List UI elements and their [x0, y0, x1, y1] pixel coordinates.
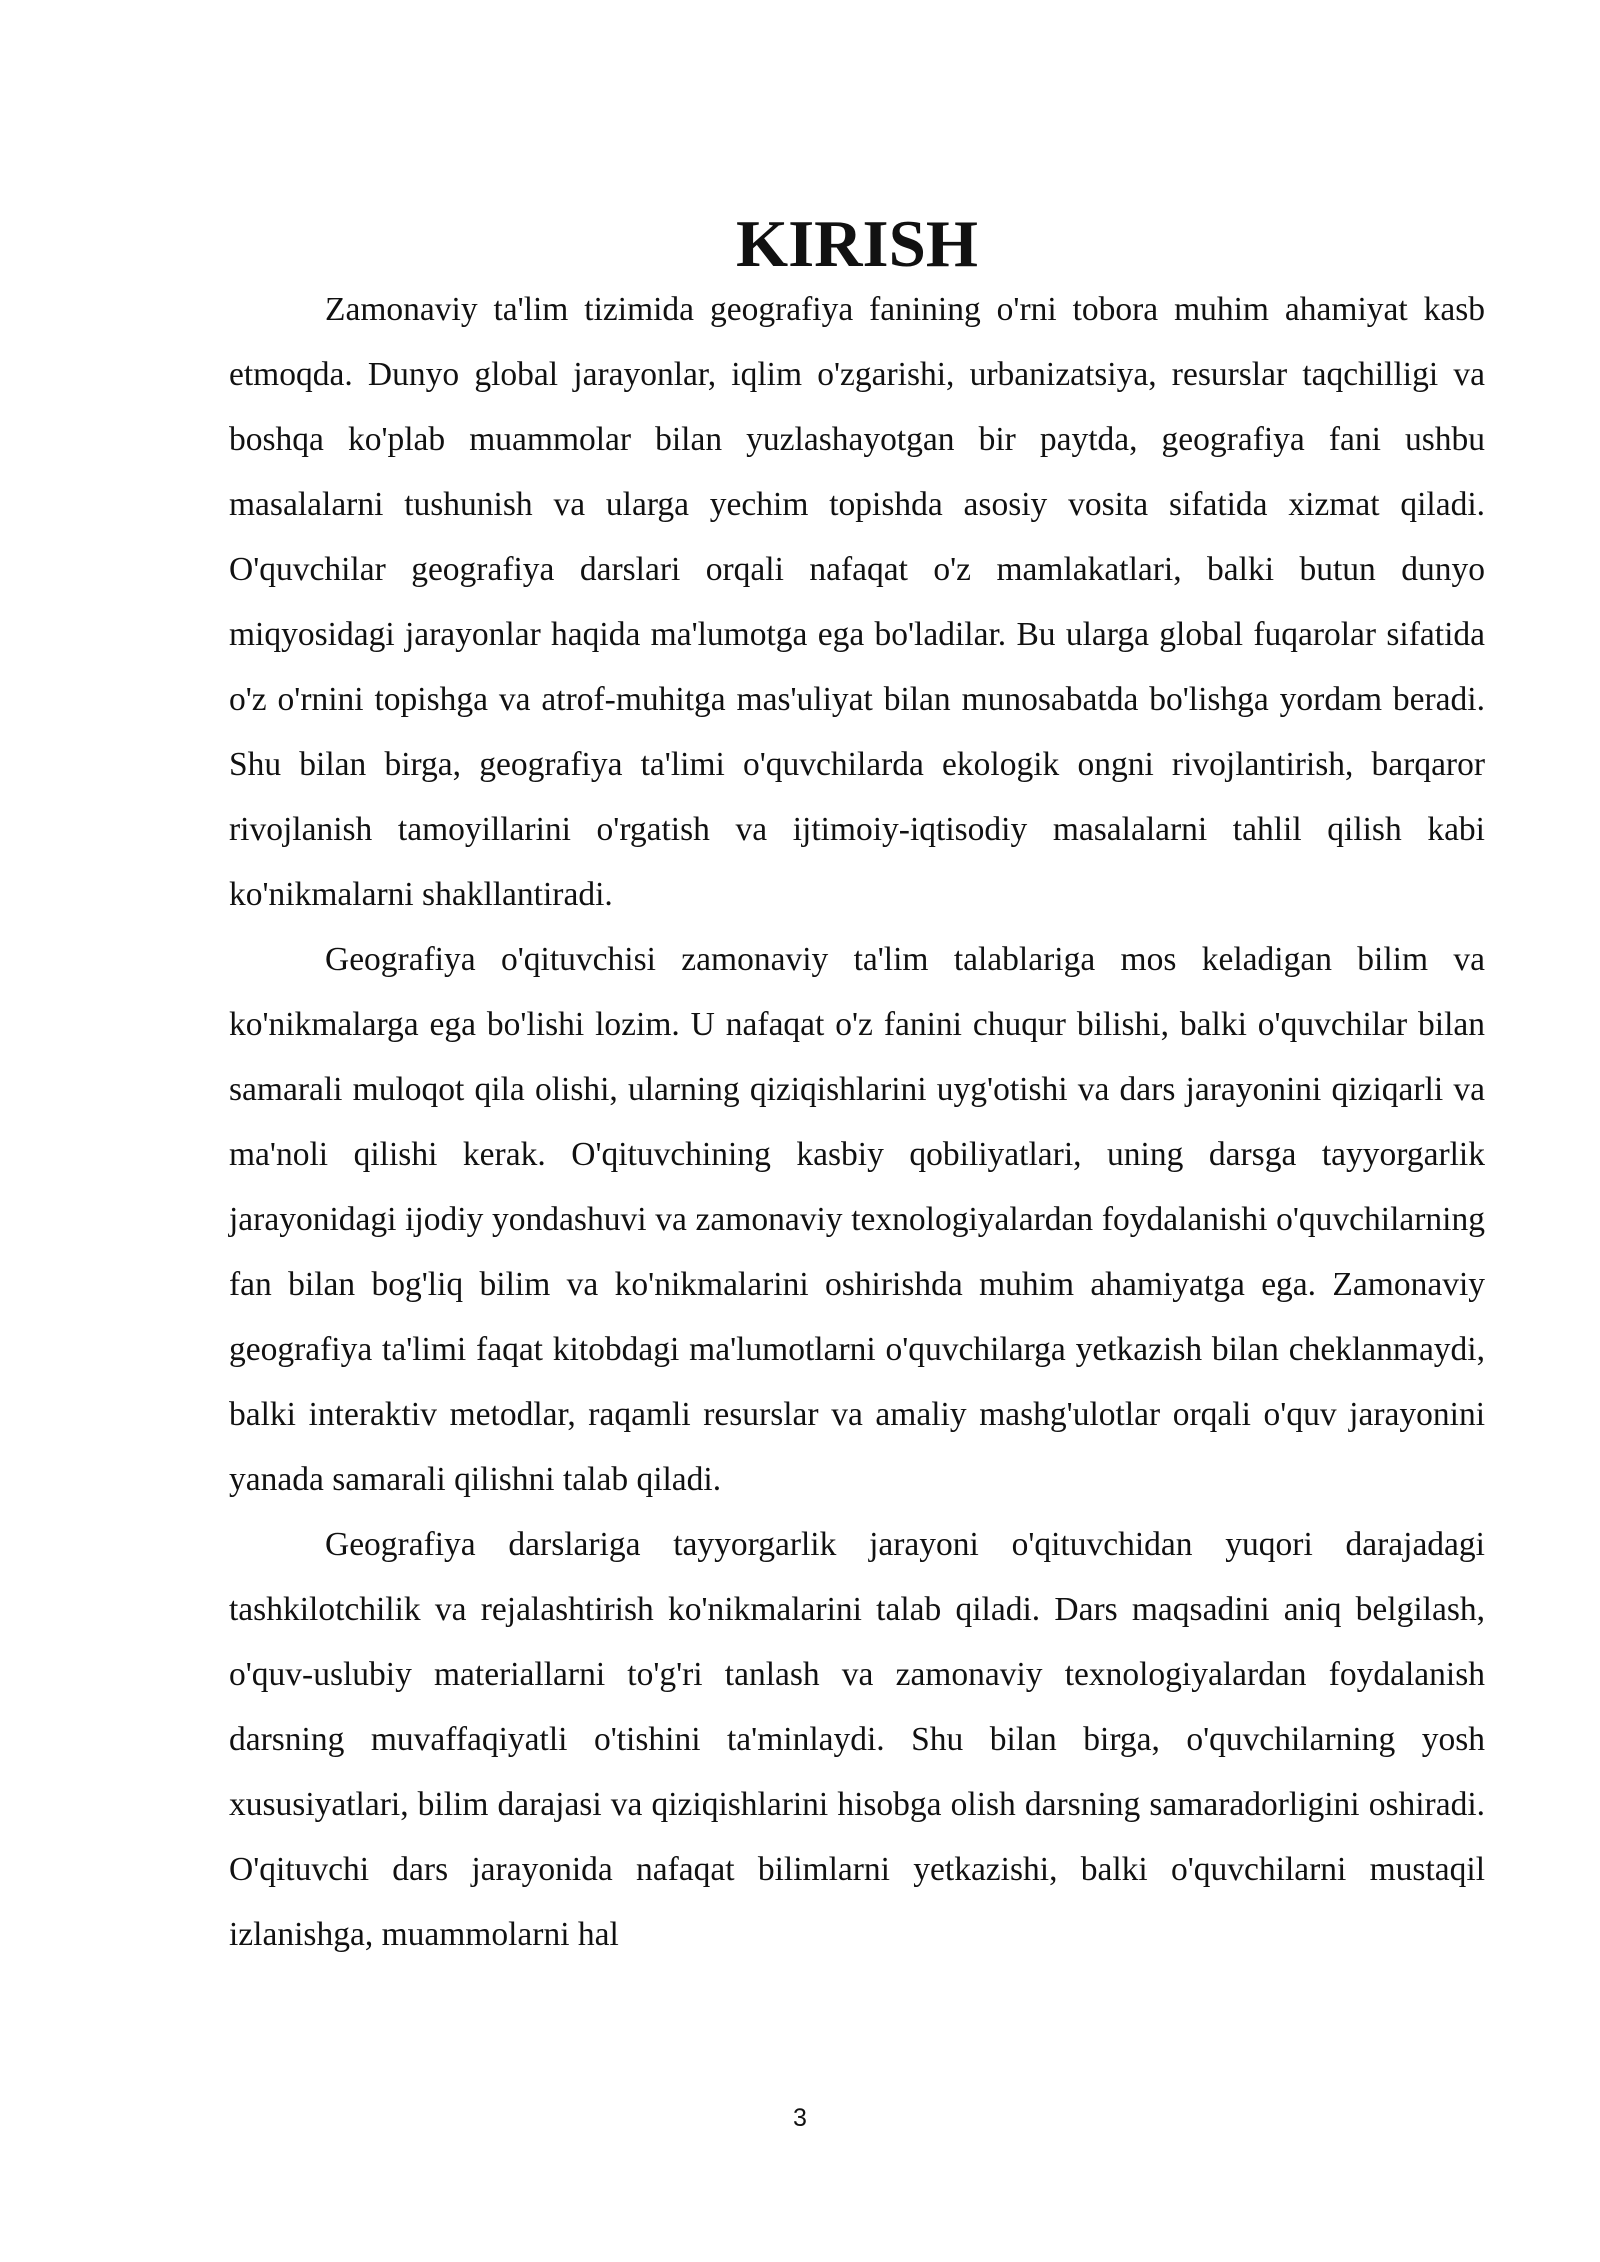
paragraph-1: Zamonaviy ta'lim tizimida geografiya fanining o'rni tobora muhim ahamiyat kasb etmoqda. Dunyo global jarayonlar, iqlim o'zgarishi, urbanizatsiya, resurslar taqchilligi va boshqa ko'plab muammolar bilan yuzlashayotgan bir paytda, geografiya fani ushbu masalalarni tushunish va ularga yechim topishda asosiy vosita sifatida xizmat qiladi. O'quvchilar geografiya darslari orqali nafaqat o'z mamlakatlari, balki butun dunyo miqyosidagi jarayonlar haqida ma'lumotga ega bo'ladilar. Bu ularga global fuqarolar sifatida o'z o'rnini topishga va atrof-muhitga mas'uliyat bilan munosabatda bo'lishga yordam beradi. Shu bilan birga, geografiya ta'limi o'quvchilarda ekologik ongni rivojlantirish, barqaror rivojlanish tamoyillarini o'rgatish va ijtimoiy-iqtisodiy masalalarni tahlil qilish kabi ko'nikmalarni shakllantiradi.	[229, 291, 1485, 913]
paragraph-3: Geografiya darslariga tayyorgarlik jarayoni o'qituvchidan yuqori darajadagi tashkilotchilik va rejalashtirish ko'nikmalarini talab qiladi. Dars maqsadini aniq belgilash, o'quv-uslubiy materiallarni to'g'ri tanlash va zamonaviy texnologiyalardan foydalanish darsning muvaffaqiyatli o'tishini ta'minlaydi. Shu bilan birga, o'quvchilarning yosh xususiyatlari, bilim darajasi va qiziqishlarini hisobga olish darsning samaradorligini oshiradi. O'qituvchi dars jarayonida nafaqat bilimlarni yetkazishi, balki o'quvchilarni mustaqil izlanishga, muammolarni hal	[229, 1526, 1485, 1953]
paragraph-2: Geografiya o'qituvchisi zamonaviy ta'lim talablariga mos keladigan bilim va ko'nikmalarga ega bo'lishi lozim. U nafaqat o'z fanini chuqur bilishi, balki o'quvchilar bilan samarali muloqot qila olishi, ularning qiziqishlarini uyg'otishi va dars jarayonini qiziqarli va ma'noli qilishi kerak. O'qituvchining kasbiy qobiliyatlari, uning darsga tayyorgarlik jarayonidagi ijodiy yondashuvi va zamonaviy texnologiyalardan foydalanishi o'quvchilarning fan bilan bog'liq bilim va ko'nikmalarini oshirishda muhim ahamiyatga ega. Zamonaviy geografiya ta'limi faqat kitobdagi ma'lumotlarni o'quvchilarga yetkazish bilan cheklanmaydi, balki interaktiv metodlar, raqamli resurslar va amaliy mashg'ulotlar orqali o'quv jarayonini yanada samarali qilishni talab qiladi.	[229, 941, 1485, 1498]
page-number: 3	[793, 2104, 807, 2132]
page-title: KIRISH	[735, 207, 979, 281]
page-content	[229, 207, 1485, 1967]
